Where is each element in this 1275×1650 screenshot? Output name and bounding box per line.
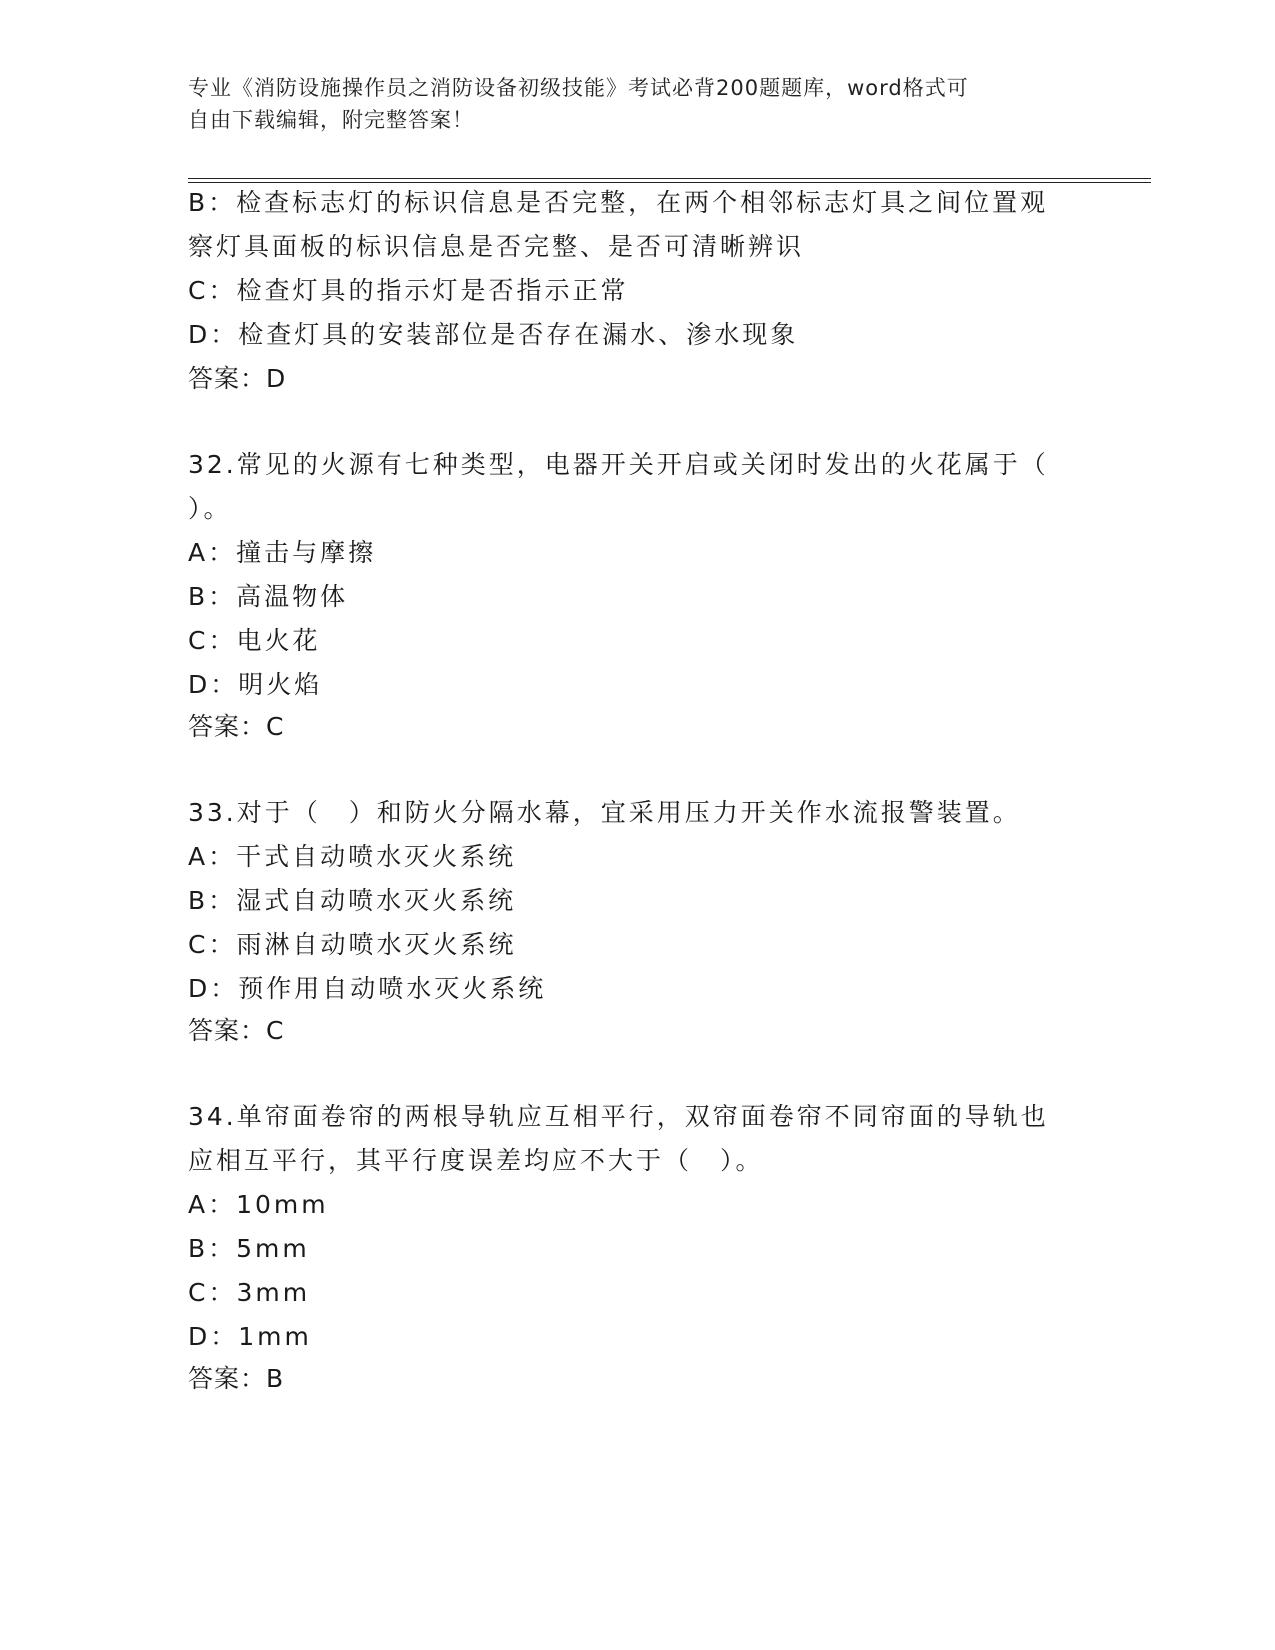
prev-option-c: C：检查灯具的指示灯是否指示正常 — [188, 276, 629, 305]
q32-option-a: A：撞击与摩擦 — [188, 538, 377, 567]
q33-option-d: D：预作用自动喷水灭火系统 — [188, 974, 547, 1003]
prev-answer: 答案：D — [188, 364, 287, 393]
q34-option-d: D：1mm — [188, 1322, 312, 1351]
prev-option-d: D：检查灯具的安装部位是否存在漏水、渗水现象 — [188, 320, 799, 349]
header-line-2: 自由下载编辑，附完整答案！ — [188, 108, 474, 132]
prev-option-b-line-1: B：检查标志灯的标识信息是否完整，在两个相邻标志灯具之间位置观 — [188, 188, 1049, 217]
header-divider — [188, 178, 1151, 183]
q33-option-c: C：雨淋自动喷水灭火系统 — [188, 930, 517, 959]
q33-option-b: B：湿式自动喷水灭火系统 — [188, 886, 517, 915]
q32-option-c: C：电火花 — [188, 626, 321, 655]
q32-stem-line-1: 32.常见的火源有七种类型，电器开关开启或关闭时发出的火花属于（ — [188, 450, 1049, 479]
header-line-1: 专业《消防设施操作员之消防设备初级技能》考试必背200题题库，word格式可 — [188, 76, 969, 100]
q32-option-d: D：明火焰 — [188, 670, 323, 699]
q34-option-c: C：3mm — [188, 1278, 311, 1307]
q32-stem-line-2: ）。 — [188, 494, 232, 523]
q32-answer: 答案：C — [188, 712, 285, 741]
q34-stem-line-1: 34.单帘面卷帘的两根导轨应互相平行，双帘面卷帘不同帘面的导轨也 — [188, 1102, 1049, 1131]
q33-answer: 答案：C — [188, 1016, 285, 1045]
q32-option-b: B：高温物体 — [188, 582, 349, 611]
q34-option-a: A：10mm — [188, 1190, 329, 1219]
q34-option-b: B：5mm — [188, 1234, 310, 1263]
prev-option-b-line-2: 察灯具面板的标识信息是否完整、是否可清晰辨识 — [188, 232, 805, 261]
q34-stem-line-2: 应相互平行，其平行度误差均应不大于（ ）。 — [188, 1146, 764, 1175]
q34-answer: 答案：B — [188, 1364, 285, 1393]
q33-stem-line-1: 33.对于（ ）和防火分隔水幕，宜采用压力开关作水流报警装置。 — [188, 798, 1021, 827]
document-header — [188, 72, 1068, 136]
q33-option-a: A：干式自动喷水灭火系统 — [188, 842, 517, 871]
